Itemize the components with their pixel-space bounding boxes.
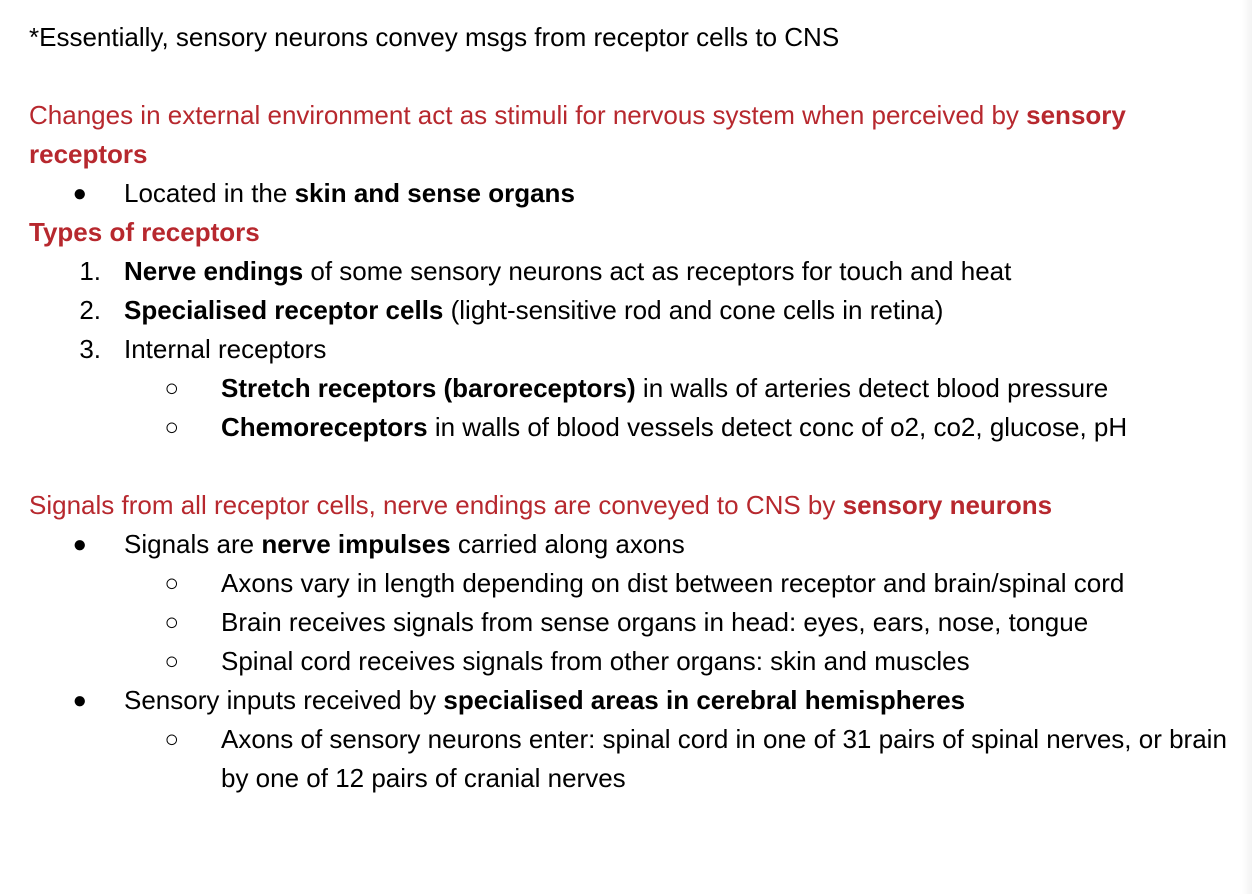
list-item-text — [124, 525, 1239, 564]
text-run: carried along axons — [450, 529, 685, 559]
sub-bullet-marker: ○ — [164, 648, 179, 675]
sub-bullet-marker: ○ — [164, 375, 179, 402]
bold-text-run: Stretch receptors (baroreceptors) — [221, 373, 636, 403]
list-item — [29, 525, 1239, 564]
list-item — [29, 681, 1239, 720]
sub-bullet-marker: ○ — [164, 609, 179, 636]
numbered-item-text — [124, 291, 1239, 330]
document-body — [29, 18, 1239, 798]
sub-bullet-marker: ○ — [164, 570, 179, 597]
section-heading-receptor-types — [29, 213, 1239, 252]
list-item-text — [124, 681, 1239, 720]
bold-text-run: Chemoreceptors — [221, 412, 428, 442]
bold-text-run: sensory neurons — [842, 490, 1053, 520]
heading-text: Types of receptors — [29, 217, 260, 247]
bold-text-run: sensory receptors — [29, 100, 1126, 169]
section-heading-stimuli — [29, 96, 1239, 174]
sub-list-item — [29, 564, 1239, 603]
text-run: Sensory inputs received by — [124, 685, 444, 715]
list-number: 2. — [79, 295, 101, 325]
blank-line — [29, 447, 1239, 486]
numbered-item — [29, 330, 1239, 369]
text-run: (light-sensitive rod and cone cells in retina) — [443, 295, 944, 325]
scrollbar-track[interactable] — [1242, 0, 1252, 894]
sub-list-item-text: Axons of sensory neurons enter: spinal cord in one of 31 pairs of spinal nerves, or brain by one of 12 pairs of cranial nerves — [221, 724, 1227, 793]
bold-text-run: skin and sense organs — [294, 178, 575, 208]
sub-list-item — [29, 369, 1239, 408]
sub-list-item-text — [221, 369, 1239, 408]
bold-text-run: Nerve endings — [124, 256, 304, 286]
numbered-item-text — [124, 252, 1239, 291]
bullet-marker: ● — [72, 687, 87, 714]
sub-list-item-text: Brain receives signals from sense organs in head: eyes, ears, nose, tongue — [221, 607, 1089, 637]
text-run: Located in the — [124, 178, 295, 208]
sub-list-item — [29, 642, 1239, 681]
sub-list-item — [29, 408, 1239, 447]
bold-text-run: nerve impulses — [261, 529, 451, 559]
bold-text-run: Specialised receptor cells — [124, 295, 444, 325]
list-number: 3. — [79, 334, 101, 364]
sub-list-item-text: Axons vary in length depending on dist between receptor and brain/spinal cord — [221, 568, 1125, 598]
list-item-text — [124, 174, 1239, 213]
sub-bullet-marker: ○ — [164, 726, 179, 753]
numbered-item — [29, 252, 1239, 291]
numbered-item-text — [124, 330, 1239, 369]
text-run: Signals are — [124, 529, 262, 559]
text-run: in walls of arteries detect blood pressure — [635, 373, 1109, 403]
text-run: in walls of blood vessels detect conc of o2, co2, glucose, pH — [427, 412, 1128, 442]
sub-bullet-marker: ○ — [164, 414, 179, 441]
text-run: Changes in external environment act as stimuli for nervous system when perceived by — [29, 100, 1027, 130]
text-run: of some sensory neurons act as receptors for touch and heat — [303, 256, 1012, 286]
list-number: 1. — [79, 256, 101, 286]
bullet-marker: ● — [72, 180, 87, 207]
text-run: Signals from all receptor cells, nerve endings are conveyed to CNS by — [29, 490, 843, 520]
sub-list-item — [29, 720, 1239, 798]
blank-line — [29, 57, 1239, 96]
section-heading-signals — [29, 486, 1239, 525]
bullet-marker: ● — [72, 531, 87, 558]
numbered-item — [29, 291, 1239, 330]
bold-text-run: specialised areas in cerebral hemispheres — [443, 685, 966, 715]
sub-list-item-text: Spinal cord receives signals from other organs: skin and muscles — [221, 646, 970, 676]
list-item — [29, 174, 1239, 213]
sub-list-item — [29, 603, 1239, 642]
intro-line: *Essentially, sensory neurons convey msgs from receptor cells to CNS — [29, 22, 840, 52]
text-run: Internal receptors — [124, 334, 327, 364]
sub-list-item-text — [221, 408, 1239, 447]
